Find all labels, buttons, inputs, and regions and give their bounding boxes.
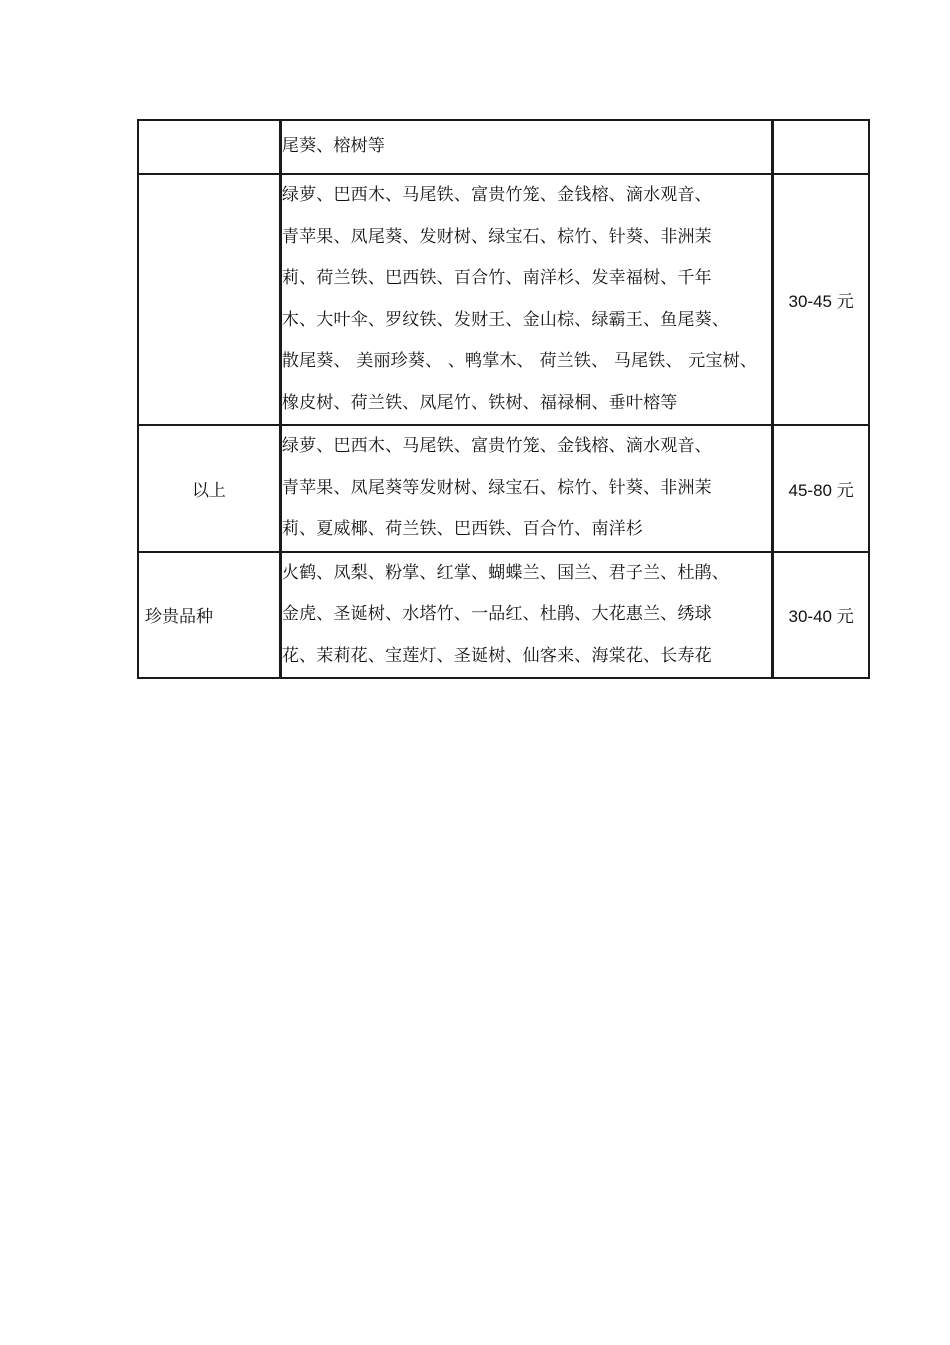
category-cell bbox=[138, 120, 280, 174]
plant-list-line: 青苹果、凤尾葵等发财树、绿宝石、棕竹、针葵、非洲茉 bbox=[281, 477, 712, 498]
plants-cell bbox=[280, 120, 772, 174]
plant-list-line: 金虎、圣诞树、水塔竹、一品红、杜鹃、大花惠兰、绣球 bbox=[281, 604, 712, 624]
plant-list-line: 绿萝、巴西木、马尾铁、富贵竹笼、金钱榕、滴水观音、 bbox=[281, 436, 712, 456]
category-cell: 以上 bbox=[138, 425, 280, 552]
price-cell bbox=[773, 120, 869, 174]
table-row bbox=[138, 120, 869, 174]
table-row bbox=[138, 425, 869, 552]
price-cell: 30-45 元 bbox=[773, 174, 869, 425]
plant-list-line: 绿萝、巴西木、马尾铁、富贵竹笼、金钱榕、滴水观音、 bbox=[281, 185, 712, 205]
plant-list-line: 莉、荷兰铁、巴西铁、百合竹、南洋杉、发幸福树、千年 bbox=[281, 268, 712, 288]
category-cell: 珍贵品种 bbox=[138, 552, 280, 679]
plant-list-line: 散尾葵、 美丽珍葵、 、鸭掌木、 荷兰铁、 马尾铁、 元宝树、 bbox=[281, 351, 758, 371]
plant-price-table bbox=[137, 119, 870, 679]
plant-list-line: 莉、夏威椰、荷兰铁、巴西铁、百合竹、南洋杉 bbox=[281, 519, 644, 539]
price-cell: 30-40 元 bbox=[773, 552, 869, 679]
plant-list-line: 花、茉莉花、宝莲灯、圣诞树、仙客来、海棠花、长寿花 bbox=[281, 645, 712, 666]
plants-cell bbox=[280, 425, 772, 552]
plant-list-line: 火鹤、凤梨、粉掌、红掌、蝴蝶兰、国兰、君子兰、杜鹃、 bbox=[281, 562, 730, 583]
category-cell bbox=[138, 174, 280, 425]
plants-cell bbox=[280, 552, 772, 679]
plant-list-line: 木、大叶伞、罗纹铁、发财王、金山棕、绿霸王、鱼尾葵、 bbox=[281, 309, 730, 330]
plant-list-line: 橡皮树、荷兰铁、凤尾竹、铁树、福禄桐、垂叶榕等 bbox=[281, 392, 678, 413]
plants-cell bbox=[280, 174, 772, 425]
table-row bbox=[138, 174, 869, 425]
plant-list-line: 青苹果、凤尾葵、发财树、绿宝石、棕竹、针葵、非洲茉 bbox=[281, 226, 712, 247]
plant-list-line: 尾葵、榕树等 bbox=[281, 136, 386, 157]
price-cell: 45-80 元 bbox=[773, 425, 869, 552]
table-row bbox=[138, 552, 869, 679]
